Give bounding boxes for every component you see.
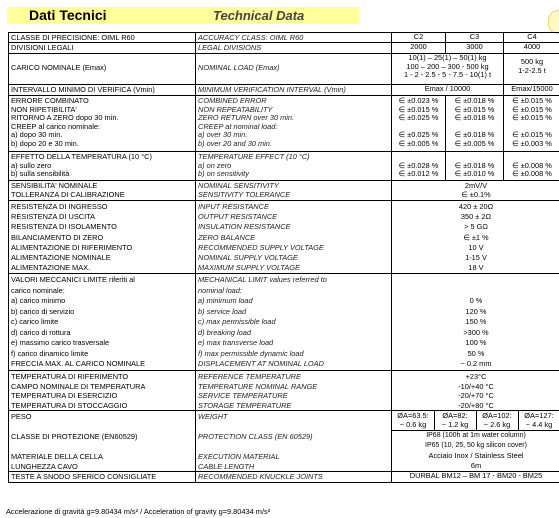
label-it-line: FRECCIA MAX. AL CARICO NOMINALE (11, 359, 146, 368)
label-it-line: CLASSE DI PROTEZIONE (EN60529) (11, 431, 138, 441)
label-it-line: TEMPERATURA DI STOCCAGGIO (11, 400, 128, 410)
label-it-line: CREEP al carico nominale: (11, 121, 101, 131)
label-en-line: a) over 30 min. (198, 130, 248, 140)
value-c2: ∈ ±0.012 % (398, 169, 439, 179)
row-mechanical (9, 274, 559, 371)
label-it-line: ERRORE COMBINATO (11, 96, 89, 105)
value (392, 275, 559, 286)
label-it-line: BILANCIAMENTO DI ZERO (11, 232, 104, 242)
label-en-line: TEMPERATURE NOMINAL RANGE (198, 381, 318, 391)
load-range-3: 1 - 2 - 2.5 - 5 - 7.5 - 10(1) t (403, 70, 492, 80)
label-en-line: f) max permissible dynamic load (198, 348, 304, 358)
label-en: ACCURACY CLASS: OIML R60 (196, 33, 392, 42)
label-en-line: OUTPUT RESISTANCE (198, 212, 278, 222)
value-c3: ∈ ±0.018 % (454, 130, 495, 140)
label-en: MINIMUM VERIFICATION INTERVAL (Vmin) (196, 85, 392, 95)
label-en-line: DISPLACEMENT AT NOMINAL LOAD (198, 359, 324, 368)
label-it-line: e) massimo carico trasversale (11, 338, 110, 347)
label-it-line: f) carico dinamico limite (11, 348, 89, 358)
value: 350 ± 2Ω (460, 212, 492, 222)
label-it-line: ALIMENTAZIONE MAX. (11, 263, 91, 273)
value: >300 % (463, 327, 489, 337)
load-range-2: 100 – 200 – 300 - 500 kg (406, 61, 489, 71)
label-it-line: b) carico di servizio (11, 306, 75, 316)
value-c3: ∈ ±0.018 % (454, 113, 495, 123)
page-tab (548, 10, 559, 34)
spacer (198, 422, 389, 432)
label-it-line: a) carico minimo (11, 296, 66, 305)
label-en-line: SERVICE TEMPERATURE (198, 391, 288, 401)
label-it-line: LUNGHEZZA CAVO (11, 461, 78, 471)
label-it-line: NON RIPETIBILITA' (11, 104, 77, 114)
label-it-line: VALORI MECCANICI LIMITE riferiti al (11, 275, 135, 284)
protection-value: IP68 (100h at 1m water column) (426, 432, 526, 439)
value-c4: ∈ ±0.015 % (512, 96, 552, 105)
label-it-line: MATERIALE DELLA CELLA (11, 451, 103, 461)
col-c3-header: C3 (446, 33, 504, 42)
title-italian: Dati Tecnici (7, 7, 191, 24)
weight-size: ØA=102: (482, 411, 512, 420)
weight-size: ØA=82: (442, 411, 468, 420)
label-it-line: b) sulla sensibilità (11, 169, 70, 179)
row-weight-protection (9, 411, 559, 472)
weight-value: ~ 4.4 kg (525, 420, 553, 429)
label-it-line: c) carico limite (11, 317, 59, 326)
row-sensitivity (9, 181, 559, 201)
value: 0 % (469, 296, 483, 305)
row-temperature-effect (9, 152, 559, 181)
value-c2: 2000 (392, 43, 446, 53)
label-it-line: ALIMENTAZIONE NOMINALE (11, 253, 111, 263)
title-english: Technical Data (191, 7, 359, 24)
value-c4: Emax/15000 (511, 85, 553, 93)
value-c3: ∈ ±0.010 % (454, 169, 495, 179)
row-legal-divisions (9, 43, 559, 54)
value-c3: ∈ ±0.018 % (454, 96, 495, 105)
value: 10 V (468, 242, 484, 252)
value: 2mV/V (464, 181, 488, 190)
col-c2-header: C2 (392, 33, 446, 42)
row-nominal-load (9, 54, 559, 85)
value: +23°C (465, 372, 487, 381)
label-it: CARICO NOMINALE (Emax) (9, 54, 196, 84)
value: > 5 GΩ (464, 222, 488, 232)
protection-value: IP65 (10, 25, 50 kg silicon cover) (425, 441, 527, 449)
value-c4: ∈ ±0.008 % (512, 169, 552, 179)
label-it: TESTE A SNODO SFERICO CONSIGLIATE (9, 472, 196, 482)
c4-load-2: 1-2-2.5 t (518, 65, 546, 75)
value: 50 % (467, 348, 485, 358)
label-en-line: SENSITIVITY TOLERANCE (198, 189, 291, 199)
value-c3: ∈ ±0.015 % (454, 104, 495, 114)
label-en-line: a) minimum load (198, 296, 253, 305)
label-it: INTERVALLO MINIMO DI VERIFICA (Vmin) (9, 85, 196, 95)
row-temperatures (9, 371, 559, 411)
label-it: CLASSE DI PRECISIONE: OIML R60 (9, 33, 196, 42)
label-en-line: NOMINAL SENSITIVITY (198, 181, 279, 190)
label-en: NOMINAL LOAD (Emax) (196, 54, 392, 84)
label-en-line: REFERENCE TEMPERATURE (198, 372, 301, 381)
spacer (11, 442, 193, 452)
value: -10/+40 °C (458, 381, 494, 391)
label-it-line: CAMPO NOMINALE DI TEMPERATURA (11, 381, 146, 391)
weight-grid (392, 411, 559, 431)
value-c2: ∈ ±0.025 % (398, 113, 439, 123)
value: ∈ ±0.1% (461, 189, 491, 199)
label-it-line: PESO (11, 412, 32, 421)
label-en-line: TEMPERATURE EFFECT (10 °C) (198, 152, 310, 161)
label-it-line: a) sullo zero (11, 160, 52, 170)
label-en-line: WEIGHT (198, 412, 228, 421)
value-c2: ∈ ±0.005 % (398, 138, 439, 148)
row-min-verification (9, 85, 559, 96)
value-c4: ∈ ±0.003 % (512, 138, 552, 148)
row-knuckle-joints (9, 472, 559, 483)
label-it-line: RESISTENZA DI INGRESSO (11, 202, 108, 211)
material-value: Acciaio Inox / Stainless Steel (428, 450, 524, 460)
header (0, 0, 559, 31)
spec-table (8, 32, 559, 483)
value-c2: ∈ ±0.015 % (398, 104, 439, 114)
label-en-line: NON REPEATABILITY (198, 104, 273, 114)
value-c3: 3000 (446, 43, 504, 53)
label-en-line: EXECUTION MATERIAL (198, 451, 280, 461)
value-c3: ∈ ±0.018 % (454, 160, 495, 170)
label-it-line: b) dopo 20 e 30 min. (11, 138, 79, 148)
row-electrical (9, 201, 559, 274)
value-c3: ∈ ±0.005 % (454, 138, 495, 148)
load-range-1: 10(1) – 25(1) – 50(1) kg (408, 54, 487, 62)
label-en: RECOMMENDED KNUCKLE JOINTS (196, 472, 392, 482)
spacer (198, 442, 389, 452)
label-it-line: a) dopo 30 min. (11, 130, 63, 140)
label-en-line: e) max transverse load (198, 338, 274, 347)
label-en-line: INPUT RESISTANCE (198, 202, 269, 211)
label-it-line: RITORNO A ZERO dopo 30 min. (11, 113, 119, 123)
label-it-line: TEMPERATURA DI ESERCIZIO (11, 391, 118, 401)
value-c2: ∈ ±0.025 % (398, 130, 439, 140)
value-c4: ∈ ±0.015 % (512, 130, 552, 140)
weight-value: ~ 1.2 kg (441, 420, 469, 429)
weight-value: ~ 0.6 kg (399, 420, 427, 429)
value: 120 % (465, 306, 487, 316)
col-c4-header: C4 (527, 33, 537, 41)
label-it-line: TOLLERANZA DI CALIBRAZIONE (11, 189, 125, 199)
row-accuracy-class (9, 33, 559, 43)
value: 100 % (465, 338, 487, 347)
weight-value: ~ 2.6 kg (483, 420, 511, 429)
value-c2-c3: Emax / 10000 (392, 85, 504, 95)
label-it-line: EFFETTO DELLA TEMPERATURA (10 °C) (11, 152, 152, 161)
label-en-line: PROTECTION CLASS (EN 60529) (198, 431, 313, 441)
label-en-line: COMBINED ERROR (198, 96, 267, 105)
weight-size: ØA=63.5: (397, 411, 429, 420)
gravity-footnote: Accelerazione di gravità g=9.80434 m/s² / Acceleration of gravity g=9.80434 m/s² (6, 507, 271, 516)
label-it: DIVISIONI LEGALI (9, 43, 196, 53)
value-c4: ∈ ±0.008 % (512, 160, 552, 170)
label-en-line: STORAGE TEMPERATURE (198, 400, 292, 410)
value: 18 V (468, 263, 484, 273)
weight-size: ØA=127: (524, 411, 554, 420)
label-it-line: SENSIBILITA' NOMINALE (11, 181, 98, 190)
value-c4: 4000 (523, 43, 541, 51)
label-en-line: b) over 20 and 30 min. (198, 138, 272, 148)
value-c2: ∈ ±0.028 % (398, 160, 439, 170)
label-en-line: INSULATION RESISTANCE (198, 222, 291, 232)
value: 1-15 V (465, 253, 487, 263)
value: -20/+70 °C (458, 391, 494, 401)
value: DURBAL BM12 – BM 17 - BM20 - BM25 (409, 472, 543, 480)
value-c4: ∈ ±0.015 % (512, 113, 552, 123)
label-it-line: TEMPERATURA DI RIFERIMENTO (11, 372, 129, 381)
label-en-line: CREEP at nominal load: (198, 121, 278, 131)
label-en-line: a) on zero (198, 160, 232, 170)
value-c4: ∈ ±0.015 % (512, 104, 552, 114)
row-errors (9, 96, 559, 152)
label-en-line: b) service load (198, 306, 247, 316)
label-en-line: nominal load: (198, 285, 242, 295)
label-en-line: c) max permissible load (198, 317, 276, 326)
label-en-line: RECOMMENDED SUPPLY VOLTAGE (198, 242, 324, 252)
label-en-line: NOMINAL SUPPLY VOLTAGE (198, 253, 298, 263)
value (392, 286, 559, 297)
cable-length-value: 6m (470, 460, 482, 470)
label-it-line: RESISTENZA DI ISOLAMENTO (11, 222, 117, 232)
label-it-line: d) carico di rottura (11, 327, 71, 337)
label-en-line: b) on sensitivity (198, 169, 249, 179)
label-en-line: CABLE LENGTH (198, 461, 255, 471)
label-en-line: ZERO BALANCE (198, 232, 256, 242)
label-it-line: ALIMENTAZIONE DI RIFERIMENTO (11, 242, 133, 252)
label-en-line: d) breaking load (198, 327, 252, 337)
value-c2: ∈ ±0.023 % (398, 96, 439, 105)
value: 150 % (465, 317, 487, 326)
value: -20/+80 °C (458, 400, 494, 410)
value: ∈ ±1 % (463, 232, 489, 242)
c4-load-1: 500 kg (520, 57, 544, 66)
label-en: LEGAL DIVISIONS (196, 43, 392, 53)
label-en-line: MAXIMUM SUPPLY VOLTAGE (198, 263, 300, 273)
label-en-line: ZERO RETURN over 30 min. (198, 113, 295, 123)
spacer (11, 422, 193, 432)
label-en-line: MECHANICAL LIMIT values referred to (198, 275, 327, 284)
label-it-line: RESISTENZA DI USCITA (11, 212, 96, 222)
label-it-line: carico nominale: (11, 285, 65, 295)
value: ~ 0.2 mm (460, 359, 492, 368)
value: 420 ± 20Ω (458, 202, 494, 211)
